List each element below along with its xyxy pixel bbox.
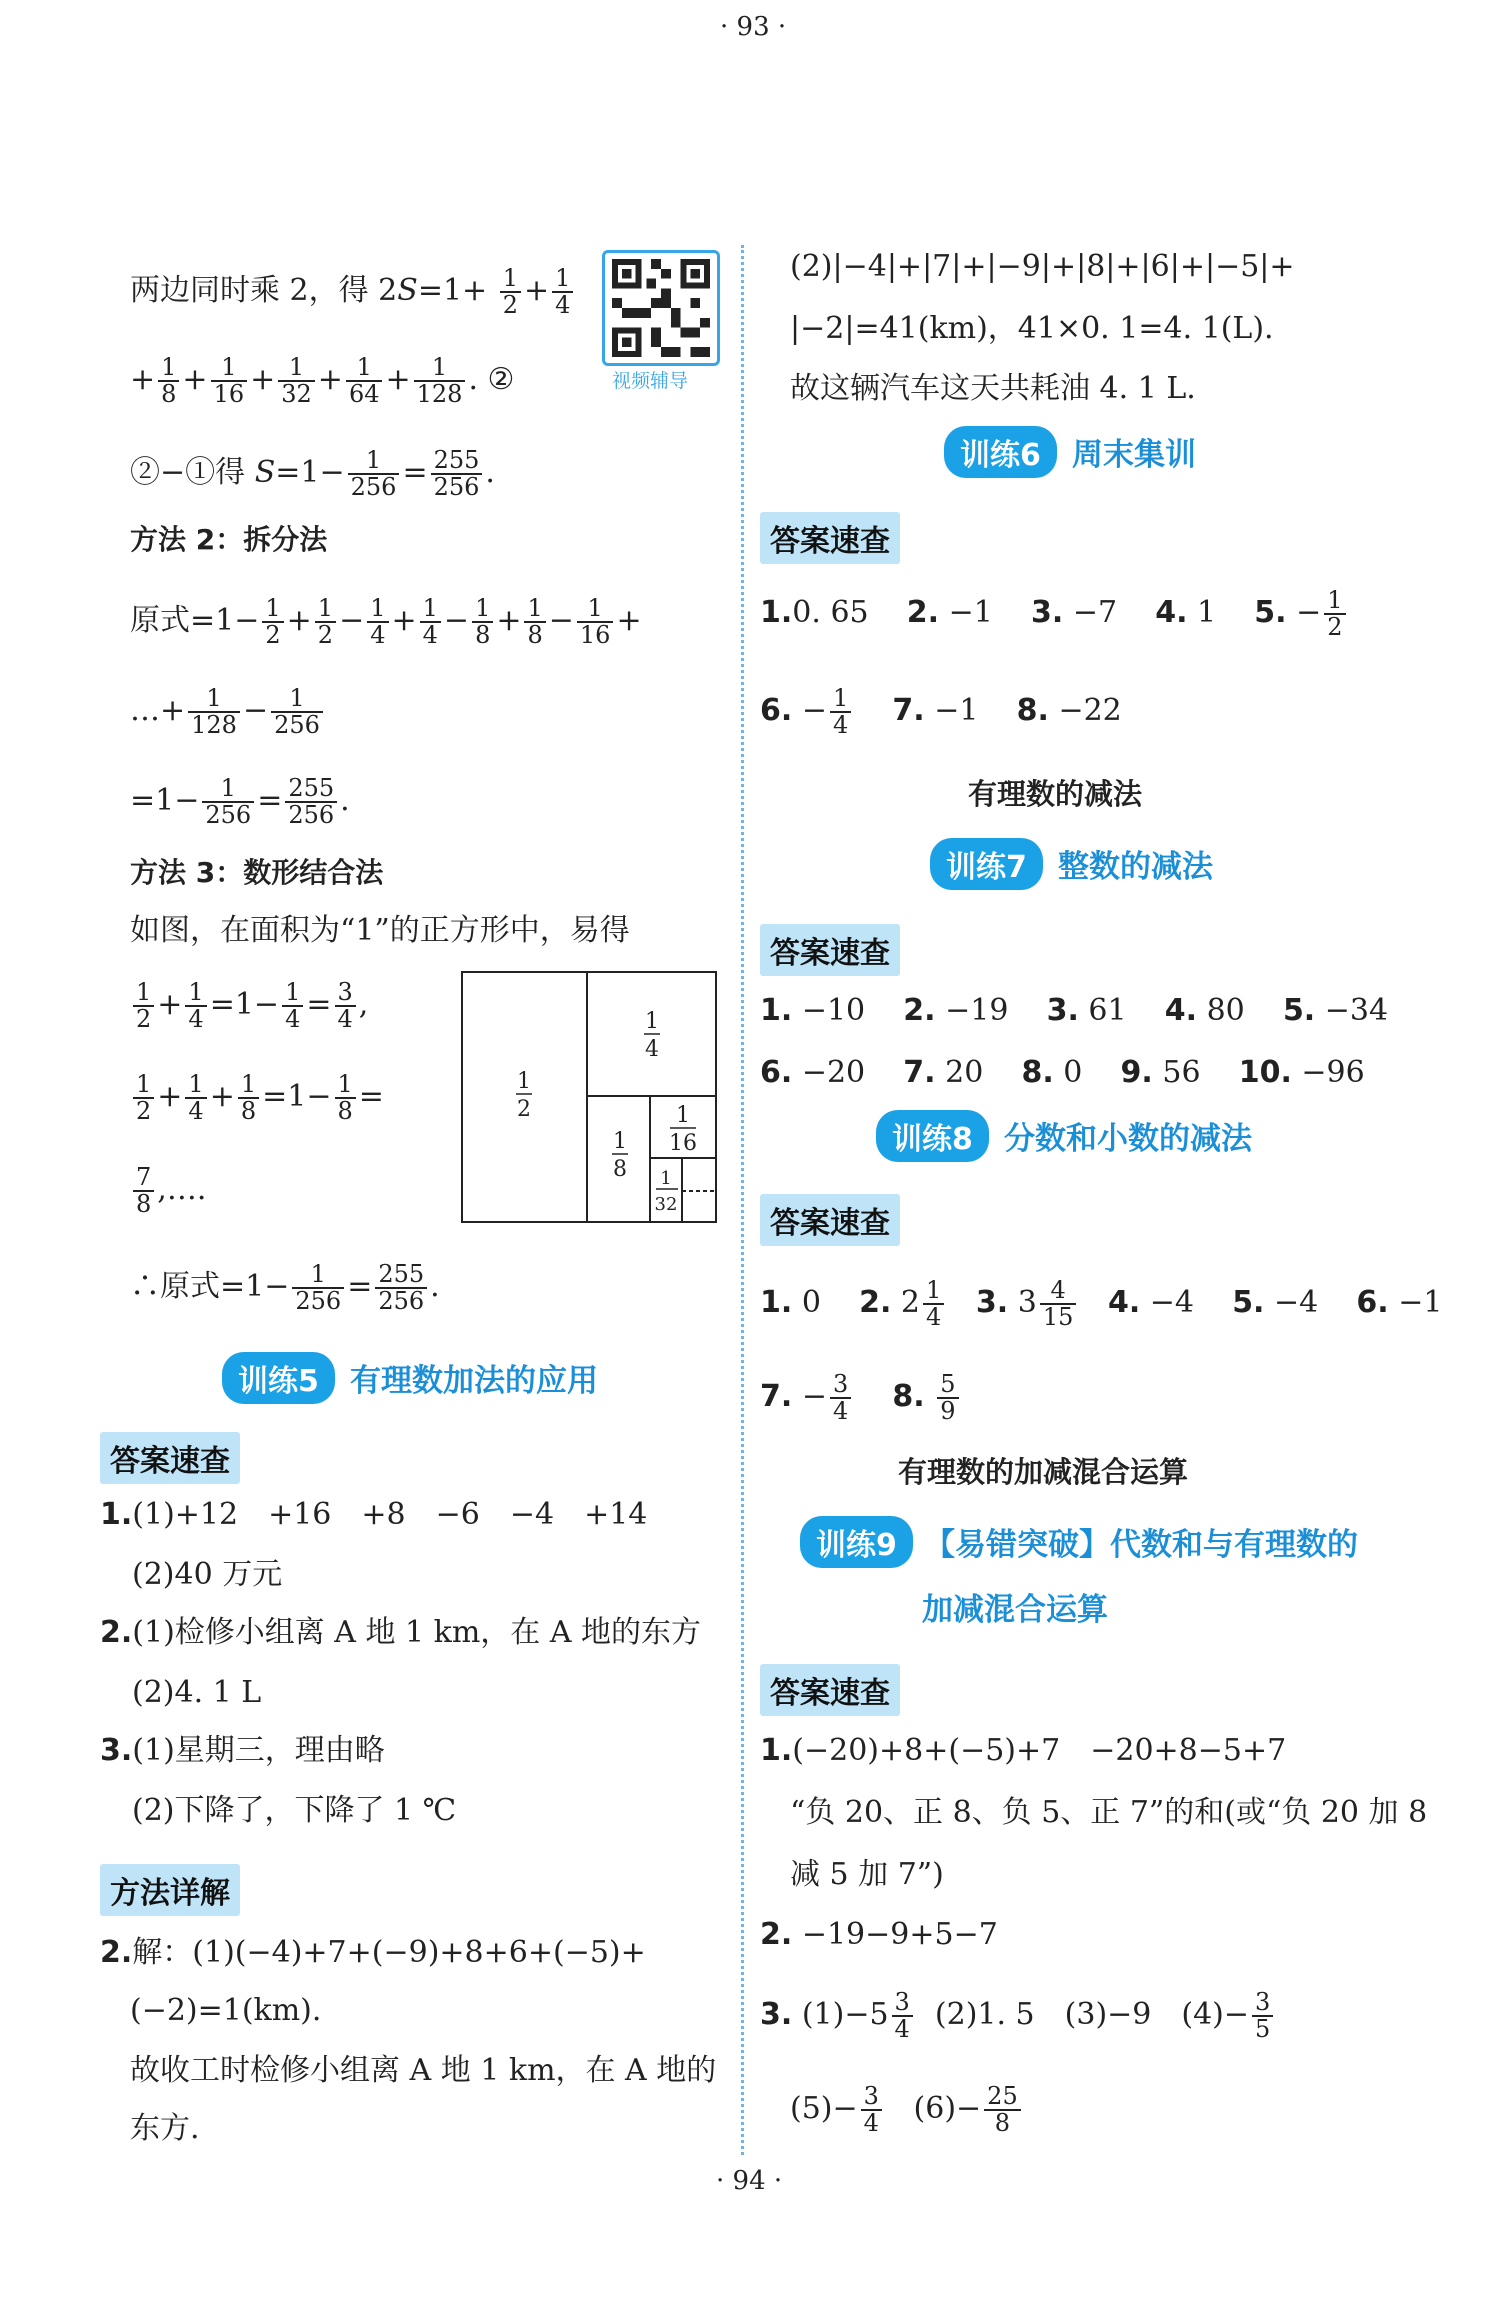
training-8-badge: 训练8 xyxy=(876,1110,989,1162)
method-2-line-2: …+ $\frac{1}{128}$ − $\frac{1}{256}$ xyxy=(130,686,326,738)
t9-answer-1-line-1: 1.(−20)+8+(−5)+7 −20+8−5+7 xyxy=(760,1733,1287,1768)
qr-code-icon[interactable] xyxy=(602,250,720,366)
area-square-diagram xyxy=(460,970,720,1226)
method-3-line-2: $\frac{1}{2}$ + $\frac{1}{4}$ + $\frac{1}{8}$ =1− $\frac{1}{8}$ = xyxy=(130,1072,384,1124)
t9-answer-3-line-1: 3. (1)−5 $\frac{3}{4}$ (2)1. 5 (3)−9 (4)− $\frac{3}{5}$ xyxy=(760,1990,1276,2042)
answers-label-left: 答案速查 xyxy=(100,1432,240,1484)
solution-line-4: 东方. xyxy=(130,2111,200,2146)
answers-label-t7: 答案速查 xyxy=(760,924,900,976)
section-subtraction-title: 有理数的减法 xyxy=(968,777,1143,811)
t6-answers-row-1: 1.0. 65 2. −1 3. −7 4. 1 5. − $\frac{1}{2}$ xyxy=(760,588,1349,640)
svg-text:1: 1 xyxy=(660,1168,672,1189)
method-2-line-1: 原式=1− $\frac{1}{2}$ + $\frac{1}{2}$ − $\frac{1}{4}$ + $\frac{1}{4}$ − $\frac{1}{8}$ + $\frac{1}{8}$ − $\frac{1}{16}$ + xyxy=(130,594,642,650)
svg-text:8: 8 xyxy=(613,1157,627,1182)
answer-1-line-2: (2)40 万元 xyxy=(132,1557,283,1592)
svg-text:4: 4 xyxy=(645,1037,659,1062)
t9-answer-2: 2. −19−9+5−7 xyxy=(760,1917,998,1952)
method-2-heading: 方法 2：拆分法 xyxy=(130,523,328,556)
method-detail-label: 方法详解 xyxy=(100,1864,240,1916)
training-6-title: 周末集训 xyxy=(1071,437,1196,473)
solution-line-1: 2.解：(1)(−4)+7+(−9)+8+6+(−5)+ xyxy=(100,1935,646,1970)
training-7-badge: 训练7 xyxy=(930,838,1043,890)
page-number-top: · 93 · xyxy=(720,12,787,42)
training-5-badge: 训练5 xyxy=(222,1352,335,1404)
left-line-2: + $\frac{1}{8}$ + $\frac{1}{16}$ + $\frac{1}{32}$ + $\frac{1}{64}$ + $\frac{1}{128}$ . ② xyxy=(130,353,515,409)
t9-answer-1-line-3: 减 5 加 7”) xyxy=(790,1857,944,1892)
answers-label-t8: 答案速查 xyxy=(760,1194,900,1246)
solution-line-2: (−2)=1(km). xyxy=(130,1993,322,2028)
training-8-title: 分数和小数的减法 xyxy=(1003,1121,1252,1157)
svg-text:1: 1 xyxy=(645,1009,659,1034)
method-3-intro: 如图，在面积为“1”的正方形中，易得 xyxy=(130,913,630,948)
training-8-heading xyxy=(876,1110,1252,1162)
section-mixed-title: 有理数的加减混合运算 xyxy=(898,1455,1189,1489)
answer-1-line-1: 1.(1)+12 +16 +8 −6 −4 +14 xyxy=(100,1497,648,1532)
training-9-title-1: 【易错突破】代数和与有理数的 xyxy=(923,1527,1358,1563)
t9-answer-3-line-2: (5)− $\frac{3}{4}$ (6)− $\frac{25}{8}$ xyxy=(790,2084,1024,2136)
answer-3-line-1: 3.(1)星期三，理由略 xyxy=(100,1733,385,1768)
svg-text:16: 16 xyxy=(669,1131,697,1156)
answer-2-line-1: 2.(1)检修小组离 A 地 1 km，在 A 地的东方 xyxy=(100,1615,702,1650)
svg-text:1: 1 xyxy=(676,1103,690,1128)
training-5-heading xyxy=(222,1352,598,1404)
training-7-heading xyxy=(930,838,1213,890)
training-9-heading xyxy=(800,1516,1358,1568)
left-line-1: 两边同时乘 2，得 2S=1+ $\frac{1}{2}$ + $\frac{1}{4}$ xyxy=(130,266,576,318)
t7-answers-row-1: 1. −10 2. −19 3. 61 4. 80 5. −34 xyxy=(760,993,1389,1028)
solution-line-3: 故收工时检修小组离 A 地 1 km，在 A 地的 xyxy=(130,2053,717,2088)
answer-3-line-2: (2)下降了，下降了 1 ℃ xyxy=(132,1793,457,1828)
left-line-3: ②−①得 S=1− $\frac{1}{256}$ = $\frac{255}{256}$ . xyxy=(130,446,495,502)
method-3-heading: 方法 3：数形结合法 xyxy=(130,856,384,889)
answers-label-t6: 答案速查 xyxy=(760,512,900,564)
column-divider xyxy=(741,245,744,2155)
answers-label-t9: 答案速查 xyxy=(760,1664,900,1716)
svg-text:2: 2 xyxy=(517,1097,531,1122)
answer-2-line-2: (2)4. 1 L xyxy=(132,1675,262,1710)
t7-answers-row-2: 6. −20 7. 20 8. 0 9. 56 10. −96 xyxy=(760,1055,1365,1090)
method-3-line-1: $\frac{1}{2}$ + $\frac{1}{4}$ =1− $\frac{1}{4}$ = $\frac{3}{4}$ , xyxy=(130,980,368,1032)
method-3-result: ∴原式=1− $\frac{1}{256}$ = $\frac{255}{256}$ . xyxy=(130,1260,440,1316)
svg-text:1: 1 xyxy=(517,1069,531,1094)
method-2-line-3: =1− $\frac{1}{256}$ = $\frac{255}{256}$ . xyxy=(130,774,350,830)
t8-answers-row-2: 7. − $\frac{3}{4}$ 8. $\frac{5}{9}$ xyxy=(760,1372,962,1424)
svg-text:1: 1 xyxy=(613,1129,627,1154)
t8-answers-row-1: 1. 0 2. 2 $\frac{1}{4}$ 3. 3 $\frac{4}{15}$ 4. −4 5. −4 6. −1 xyxy=(760,1276,1443,1332)
right-line-2: |−2|=41(km)，41×0. 1=4. 1(L). xyxy=(790,311,1274,346)
page-number-bottom: · 94 · xyxy=(716,2166,783,2196)
training-6-heading xyxy=(944,426,1196,478)
method-3-line-3: $\frac{7}{8}$ ,…. xyxy=(130,1165,206,1217)
training-6-badge: 训练6 xyxy=(944,426,1057,478)
right-line-3: 故这辆汽车这天共耗油 4. 1 L. xyxy=(790,371,1196,406)
t6-answers-row-2: 6. − $\frac{1}{4}$ 7. −1 8. −22 xyxy=(760,684,1122,740)
training-9-title-2: 加减混合运算 xyxy=(922,1592,1108,1628)
qr-caption: 视频辅导 xyxy=(612,370,689,392)
training-5-title: 有理数加法的应用 xyxy=(349,1363,598,1399)
t9-answer-1-line-2: “负 20、正 8、负 5、正 7”的和(或“负 20 加 8 xyxy=(790,1795,1428,1830)
training-7-title: 整数的减法 xyxy=(1057,849,1213,885)
right-line-1: (2)|−4|+|7|+|−9|+|8|+|6|+|−5|+ xyxy=(790,249,1295,284)
training-9-badge: 训练9 xyxy=(800,1516,913,1568)
svg-text:32: 32 xyxy=(654,1194,678,1215)
